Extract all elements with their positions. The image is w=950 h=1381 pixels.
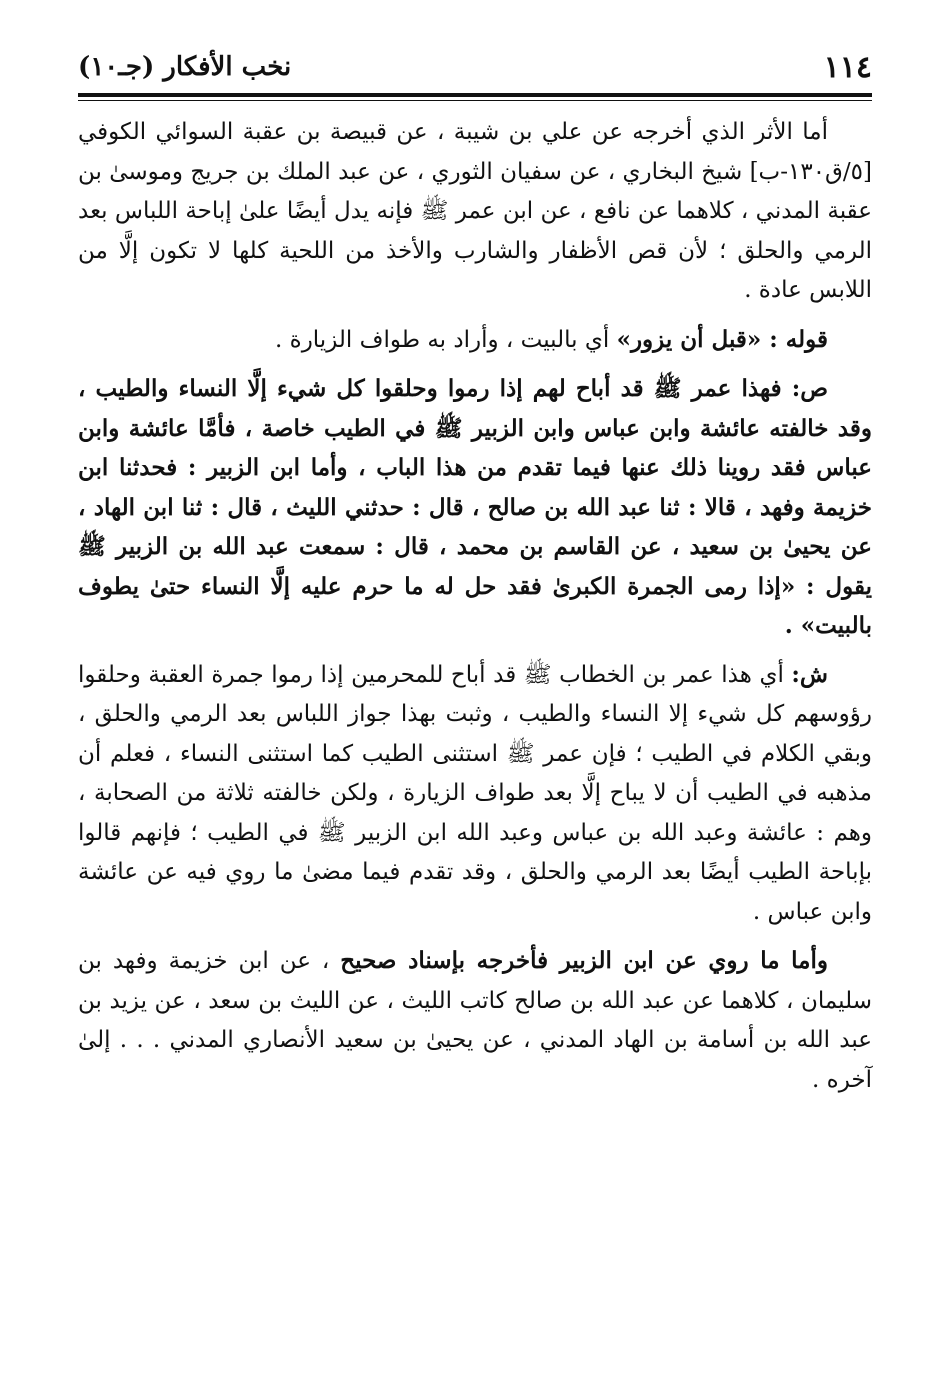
paragraph-label: ش: xyxy=(791,660,828,688)
header-rule-thick xyxy=(78,93,872,97)
paragraph-shin-sharh xyxy=(78,655,872,933)
paragraph-athar-explanation xyxy=(78,112,872,311)
paragraph-ibn-zubayr-isnad xyxy=(78,941,872,1100)
paragraph-text: ، عن ابن خزيمة وفهد بن سليمان ، كلاهما عن عبد الله بن صالح كاتب الليث ، عن الليث بن سعد ، عن يزيد بن عبد الله بن أسامة بن الهاد المدني ، عن يحيىٰ بن سعيد الأنصاري المدني . . . إلىٰ آخره . xyxy=(78,948,872,1093)
book-title: نخب الأفكار (جـ١٠) xyxy=(78,52,292,82)
page-body xyxy=(78,112,872,1109)
paragraph-text: أي بالبيت ، وأراد به طواف الزيارة . xyxy=(275,326,617,353)
paragraph-sad-matn xyxy=(78,369,872,646)
paragraph-text: أي هذا عمر بن الخطاب ﷺ قد أباح للمحرمين إذا رموا جمرة العقبة وحلقوا رؤوسهم كل شيء إلا النساء والطيب ، وثبت بهذا جواز اللباس بعد الرمي والحلق ، وبقي الكلام في الطيب ؛ فإن عمر ﷺ استثنى الطيب كما استثنى النساء ، فعلم أن مذهبه في الطيب أن لا يباح إلَّا بعد طواف الزيارة ، ولكن خالفته ثلاثة من الصحابة ، وهم : عائشة وعبد الله بن عباس وعبد الله ابن الزبير ﷺ في الطيب ؛ فإنهم قالوا بإباحة الطيب أيضًا بعد الرمي والحلق ، وقد تقدم فيما مضىٰ ما روي فيه عن عائشة وابن عباس . xyxy=(78,661,872,925)
paragraph-text: فهذا عمر ﷺ قد أباح لهم إذا رموا وحلقوا كل شيء إلَّا النساء والطيب ، وقد خالفته عائشة وابن عباس وابن الزبير ﷺ في الطيب خاصة ، فأمَّا عائشة وابن عباس فقد روينا ذلك عنها فيما تقدم من هذا الباب ، وأما ابن الزبير : فحدثنا ابن خزيمة وفهد ، قالا : ثنا عبد الله بن صالح ، قال : حدثني الليث ، قال : ثنا ابن الهاد ، عن يحيىٰ بن سعيد ، عن القاسم بن محمد ، قال : سمعت عبد الله بن الزبير ﷺ يقول : «إذا رمى الجمرة الكبرىٰ فقد حل له ما حرم عليه إلَّا النساء حتىٰ يطوف بالبيت» . xyxy=(78,375,872,639)
header-rule-thin xyxy=(78,100,872,101)
paragraph-label: وأما ما روي عن ابن الزبير فأخرجه بإسناد صحيح xyxy=(340,947,828,974)
page-header xyxy=(78,44,872,90)
paragraph-text: أما الأثر الذي أخرجه عن علي بن شيبة ، عن قبيصة بن عقبة السوائي الكوفي [٥/ق١٣٠-ب] شيخ البخاري ، عن سفيان الثوري ، عن عبد الملك بن جريج وموسىٰ بن عقبة المدني ، كلاهما عن نافع ، عن ابن عمر ﷺ فإنه يدل أيضًا علىٰ إباحة اللباس بعد الرمي والحلق ؛ لأن قص الأظفار والشارب والأخذ من اللحية كلها لا تكون إلَّا من اللابس عادة . xyxy=(78,119,872,303)
paragraph-label: قوله : «قبل أن يزور» xyxy=(616,325,828,353)
page-number: ١١٤ xyxy=(823,49,872,85)
paragraph-label: ص: xyxy=(791,375,828,402)
paragraph-qawluhu xyxy=(78,320,872,361)
